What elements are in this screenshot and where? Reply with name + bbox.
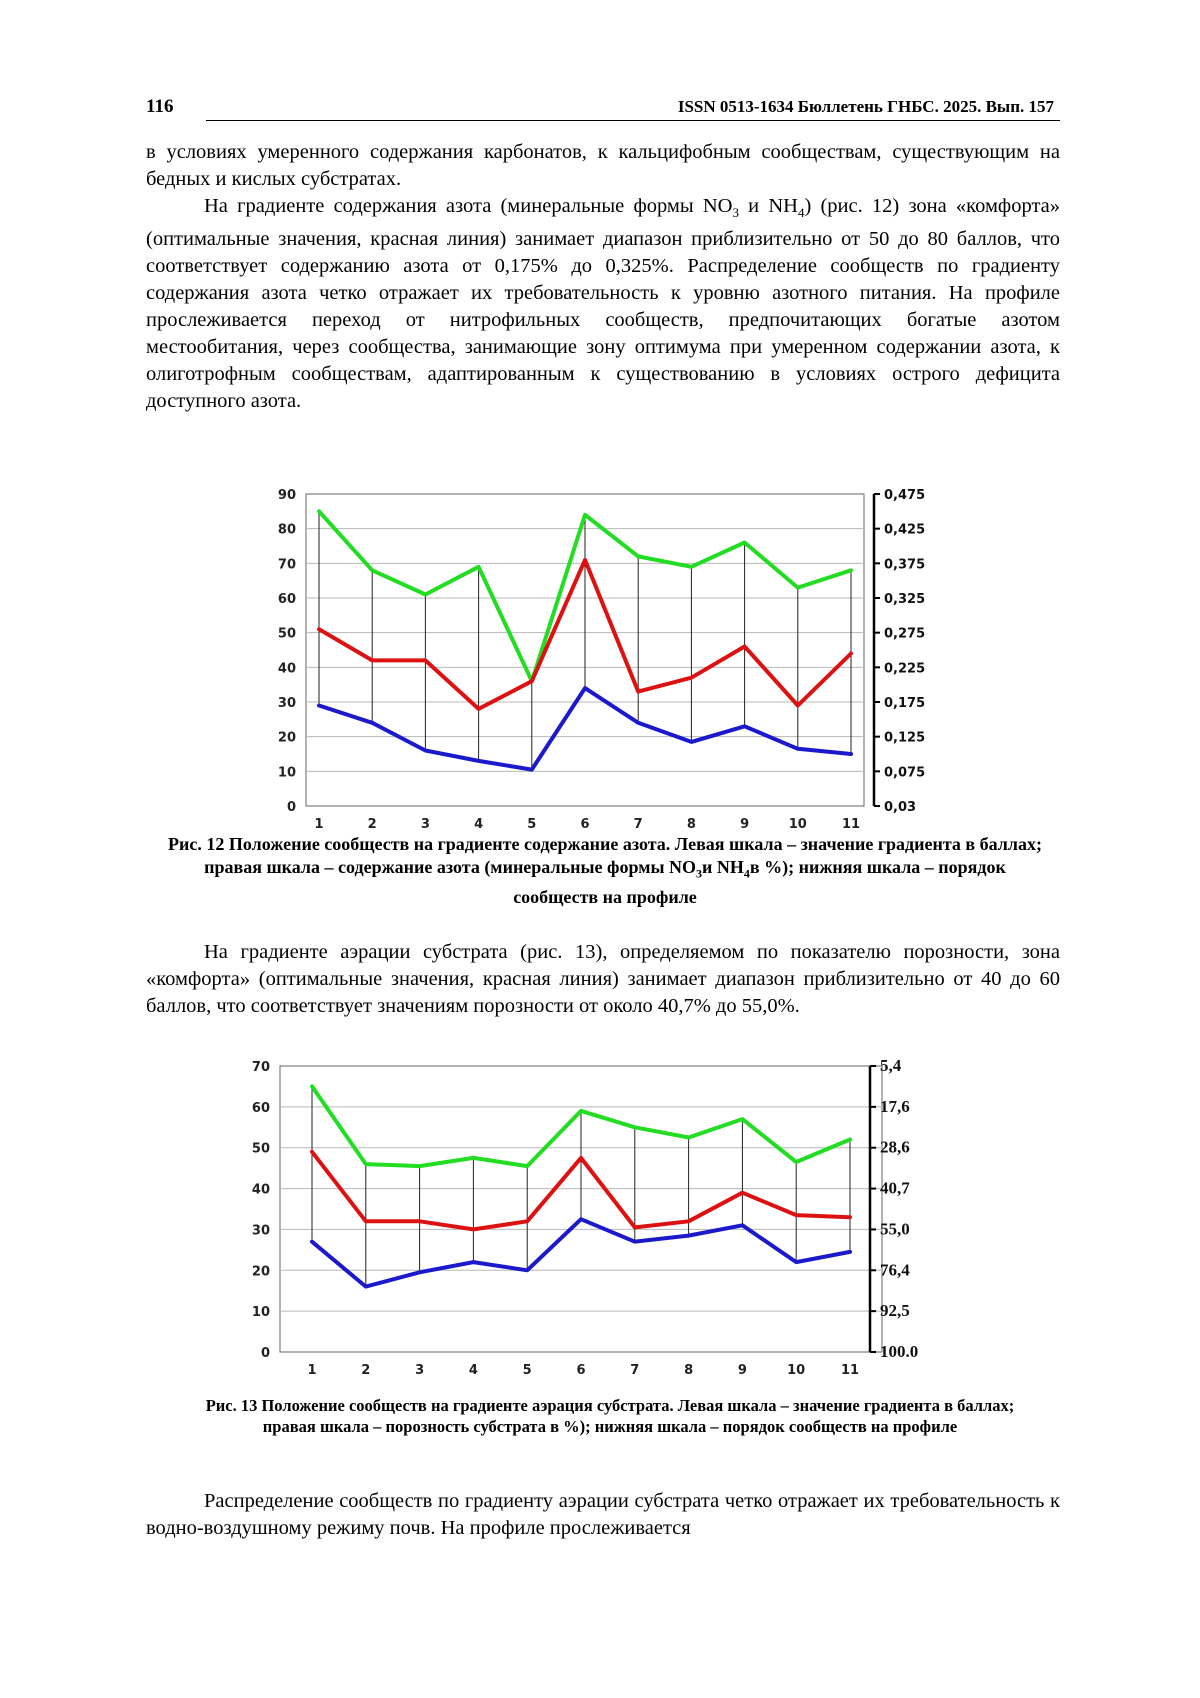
figure-12-caption-b: и NH (702, 857, 744, 877)
paragraph-2-text-a: На градиенте содержания азота (минеральные формы NO (204, 195, 733, 217)
x-tick-label: 10 (787, 1363, 806, 1378)
nh4-subscript: 4 (797, 205, 805, 221)
x-tick-label: 6 (580, 817, 590, 832)
right-tick-label: 0,175 (884, 696, 926, 711)
right-tick-label: 0,03 (884, 800, 917, 815)
left-tick-label: 10 (251, 1305, 270, 1321)
x-tick-label: 6 (576, 1363, 586, 1378)
running-header (146, 96, 1060, 122)
header-rule (206, 120, 1060, 121)
right-tick-label: 28,6 (880, 1137, 910, 1157)
left-tick-label: 90 (277, 488, 296, 503)
right-tick-label: 55,0 (880, 1219, 910, 1239)
caption-no3-subscript: 3 (696, 866, 703, 881)
right-tick-label: 5,4 (880, 1056, 902, 1075)
left-tick-label: 60 (277, 592, 296, 607)
left-tick-label: 20 (251, 1264, 270, 1280)
left-tick-label: 70 (251, 1060, 270, 1075)
figure-12-caption (160, 833, 1050, 909)
left-tick-label: 20 (277, 730, 296, 746)
page-number: 116 (146, 96, 174, 117)
x-tick-label: 4 (474, 817, 484, 832)
left-tick-label: 40 (251, 1182, 270, 1198)
left-tick-label: 10 (277, 765, 296, 781)
x-tick-label: 4 (468, 1363, 478, 1378)
right-tick-label: 0,075 (884, 765, 926, 781)
x-tick-label: 1 (314, 817, 324, 832)
right-tick-label: 0,475 (884, 488, 926, 503)
x-tick-label: 11 (840, 1363, 860, 1378)
right-tick-label: 0,375 (884, 557, 926, 573)
left-tick-label: 30 (251, 1223, 270, 1239)
paragraph-2-text-b: и NH (738, 195, 798, 217)
paragraph-1 (146, 139, 1060, 193)
chart-svg (240, 476, 940, 836)
figure-13-caption (180, 1395, 1040, 1437)
paragraph-4-text: Распределение сообществ по градиенту аэрации субстрата четко отражает их требовательность к водно-воздушному режиму почв. На профиле прослеживается (146, 1490, 1060, 1539)
right-tick-label: 0,275 (884, 626, 926, 642)
paragraph-2-text-c: ) (рис. 12) зона «комфорта» (оптимальные значения, красная линия) занимает диапазон приблизительно от 50 до 80 баллов, что соответствует содержанию азота от 0,175% до 0,325%. Распределение сообществ по градиенту содержания азота четко отражает их требовательность к уровню азотного питания. На профиле прослеживается переход от нитрофильных сообществ, предпочитающих богатые азотом местообитания, через сообщества, занимающие зону оптимума при умеренном содержании азота, к олиготрофным сообществам, адаптированным к существованию в условиях острого дефицита доступного азота. (146, 195, 1061, 413)
x-tick-label: 5 (527, 817, 537, 832)
right-tick-label: 40,7 (880, 1178, 910, 1198)
paragraph-2 (146, 193, 1060, 415)
journal-title: ISSN 0513-1634 Бюллетень ГНБС. 2025. Вып. 157 (677, 97, 1054, 116)
left-tick-label: 80 (277, 522, 296, 538)
x-tick-label: 11 (841, 817, 861, 832)
x-tick-label: 5 (522, 1363, 532, 1378)
x-tick-label: 2 (367, 817, 377, 832)
right-tick-label: 92,5 (880, 1301, 910, 1321)
x-tick-label: 7 (630, 1363, 640, 1378)
x-tick-label: 1 (307, 1363, 317, 1378)
paragraph-1-text: в условиях умеренного содержания карбонатов, к кальцифобным сообществам, существующим на бедных и кислых субстратах. (146, 141, 1060, 190)
x-tick-label: 8 (684, 1363, 694, 1378)
x-tick-label: 10 (788, 817, 807, 832)
right-tick-label: 100.0 (880, 1342, 919, 1361)
right-tick-label: 0,225 (884, 661, 926, 677)
no3-subscript: 3 (732, 205, 739, 221)
right-tick-label: 0,325 (884, 592, 926, 607)
left-tick-label: 0 (286, 800, 296, 815)
left-tick-label: 50 (277, 626, 296, 642)
left-tick-label: 70 (277, 557, 296, 573)
left-tick-label: 60 (251, 1100, 270, 1116)
paragraph-4 (146, 1488, 1060, 1542)
x-tick-label: 9 (740, 817, 750, 832)
x-tick-label: 7 (633, 817, 643, 832)
left-tick-label: 30 (277, 696, 296, 711)
chart-svg (218, 1048, 958, 1384)
x-tick-label: 3 (415, 1363, 425, 1378)
x-tick-label: 2 (361, 1363, 371, 1378)
caption-nh4-subscript: 4 (743, 866, 750, 881)
figure-12-caption-c: в %); нижняя шкала – порядок сообществ на профиле (513, 857, 1006, 907)
figure-13-caption-text: Рис. 13 Положение сообществ на градиенте аэрация субстрата. Левая шкала – значение градиента в баллах; правая шкала – порозность субстрата в %); нижняя шкала – порядок сообществ на профиле (205, 1396, 1015, 1436)
x-tick-label: 9 (737, 1363, 747, 1378)
figure-13-chart (218, 1048, 958, 1384)
right-tick-label: 0,125 (884, 730, 926, 746)
x-tick-label: 8 (686, 817, 696, 832)
left-tick-label: 40 (277, 661, 296, 677)
left-tick-label: 50 (251, 1141, 270, 1157)
paragraph-3 (146, 939, 1060, 1020)
figure-12-chart (240, 476, 940, 836)
paragraph-3-text: На градиенте аэрации субстрата (рис. 13), определяемом по показателю порозности, зона «комфорта» (оптимальные значения, красная линия) занимает диапазон приблизительно от 40 до 60 баллов, что соответствует значениям порозности от около 40,7% до 55,0%. (146, 941, 1060, 1017)
right-tick-label: 17,6 (880, 1096, 910, 1116)
right-tick-label: 0,425 (884, 522, 926, 538)
left-tick-label: 0 (260, 1346, 270, 1361)
right-tick-label: 76,4 (880, 1260, 910, 1280)
figure-12-caption-a: Рис. 12 Положение сообществ на градиенте содержание азота. Левая шкала – значение градиента в баллах; правая шкала – содержание азота (минеральные формы NO (168, 834, 1042, 877)
x-tick-label: 3 (420, 817, 430, 832)
